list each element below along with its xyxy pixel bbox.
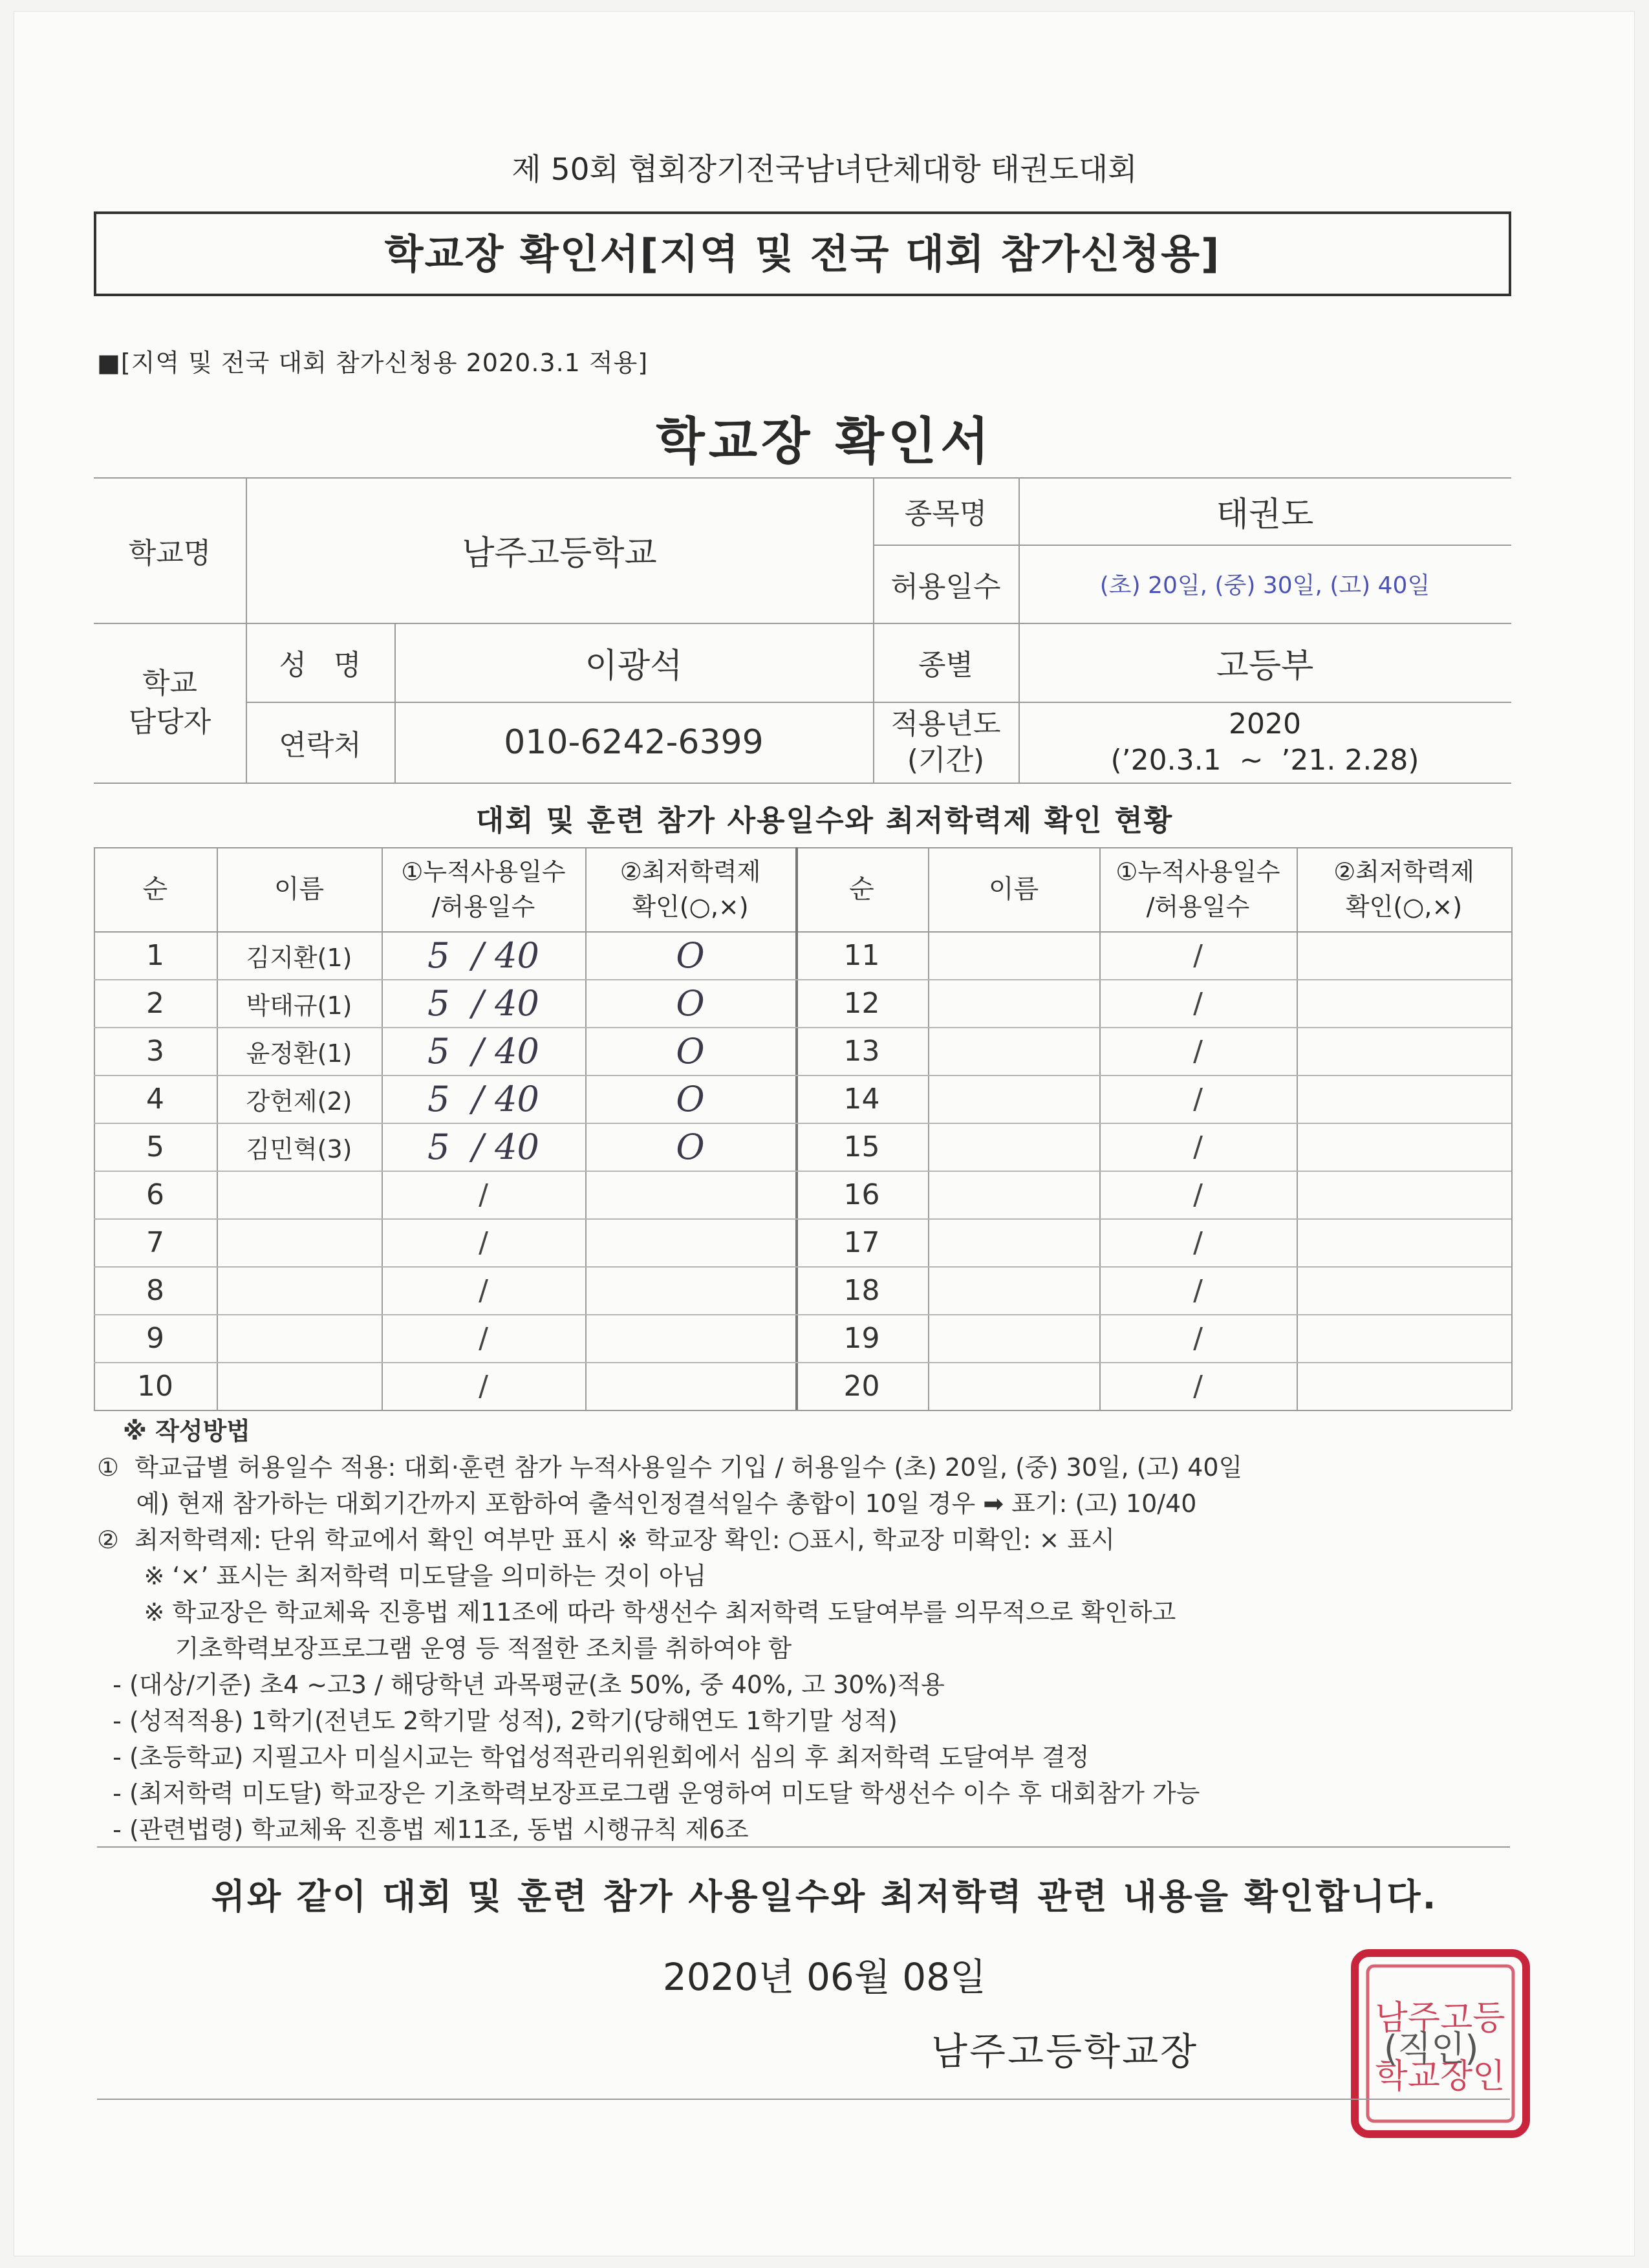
status-cell-no: 14: [843, 1082, 880, 1116]
status-cell-days: /: [479, 1369, 488, 1403]
status-cell-check: [1297, 1171, 1511, 1218]
status-cell-check: [1297, 1314, 1511, 1362]
status-cell-no: 3: [146, 1034, 164, 1068]
document-title-box: 학교장 확인서[지역 및 전국 대회 참가신청용]: [94, 211, 1511, 296]
status-cell-no: 1: [146, 938, 164, 972]
col-days-header-line2: /허용일수: [431, 892, 535, 921]
status-cell-days: /: [1193, 1082, 1203, 1116]
instruction-line: ※ ‘×’ 표시는 최저학력 미도달을 의미하는 것이 아님: [97, 1562, 707, 1590]
status-cell-days: /: [479, 1273, 488, 1307]
year-label: [873, 702, 1018, 783]
status-cell-no: 2: [146, 986, 164, 1020]
status-column-divider: [1511, 847, 1513, 1410]
name-label: 성 명: [279, 649, 361, 682]
school-value: 남주고등학교: [462, 534, 657, 573]
seal-lettering: 남주고등 학교장인: [1375, 1999, 1505, 2096]
status-cell-check: O: [676, 934, 705, 976]
status-cell-no: 19: [843, 1321, 880, 1355]
year-value-line1: 2020: [1229, 707, 1301, 740]
instructions: [97, 1413, 1520, 1848]
status-cell-check: [1297, 979, 1511, 1027]
status-cell-name: [928, 1123, 1099, 1171]
instruction-line: 기초학력보장프로그램 운영 등 적절한 조치를 취하여야 함: [97, 1634, 792, 1663]
status-cell-name: [928, 979, 1099, 1027]
info-border-bottom: [94, 783, 1511, 784]
status-cell-days: /: [479, 1178, 488, 1211]
status-cell-name: [928, 1171, 1099, 1218]
status-cell-name: [928, 931, 1099, 979]
col-days-header: [382, 847, 585, 931]
col-check-header-line2: 확인(○,×): [1345, 892, 1463, 921]
status-cell-no: 9: [146, 1321, 164, 1355]
manager-label-line2: 담당자: [128, 705, 211, 739]
instruction-line: - (초등학교) 지필고사 미실시교는 학업성적관리위원회에서 심의 후 최저학력 도달여부 결정: [97, 1743, 1090, 1771]
status-cell-no: 5: [146, 1130, 164, 1163]
status-cell-name: [217, 1362, 382, 1410]
status-cell-days: /: [1193, 1226, 1203, 1259]
status-cell-days: /: [479, 1226, 488, 1259]
status-cell-name: [217, 1218, 382, 1266]
col-check-header-line1: ②최저학력제: [1333, 858, 1474, 886]
status-cell-days: /: [1193, 1273, 1203, 1307]
col-check-header-line1: ②최저학력제: [620, 858, 761, 886]
status-cell-name: 박태규(1): [246, 991, 352, 1020]
document-date: 2020년 06월 08일: [662, 1955, 987, 1999]
division-value: 고등부: [1216, 646, 1314, 686]
status-cell-check: [1297, 1218, 1511, 1266]
manager-label-line1: 학교: [142, 666, 197, 700]
instruction-line: - (대상/기준) 초4 ~고3 / 해당학년 과목평균(초 50%, 중 40%, 고 30%)적용: [97, 1670, 945, 1699]
status-cell-check: [585, 1171, 795, 1218]
status-cell-name: [928, 1314, 1099, 1362]
col-no-header: 순: [849, 874, 874, 904]
col-no-header: 순: [142, 874, 168, 904]
status-cell-no: 16: [843, 1178, 880, 1211]
status-cell-no: 8: [146, 1273, 164, 1307]
col-name-header: 이름: [988, 874, 1039, 904]
status-cell-check: [1297, 1266, 1511, 1314]
status-cell-no: 20: [843, 1369, 880, 1403]
status-cell-no: 10: [137, 1369, 173, 1403]
main-title: 학교장 확인서: [656, 413, 993, 471]
status-cell-no: 18: [843, 1273, 880, 1307]
status-cell-name: [928, 1075, 1099, 1123]
status-cell-no: 17: [843, 1226, 880, 1259]
year-value: [1018, 702, 1511, 783]
instructions-lines: [97, 1449, 1520, 1848]
allowed-days-value: (초) 20일, (중) 30일, (고) 40일: [1099, 572, 1430, 599]
status-cell-check: [1297, 1123, 1511, 1171]
status-cell-check: [585, 1266, 795, 1314]
status-cell-no: 15: [843, 1130, 880, 1163]
status-section-title: 대회 및 훈련 참가 사용일수와 최저학력제 확인 현황: [475, 803, 1174, 837]
col-check-header: [585, 847, 795, 931]
status-cell-check: [1297, 1075, 1511, 1123]
status-cell-name: [217, 1266, 382, 1314]
status-cell-days: 5 / 40: [427, 934, 539, 976]
division-label: 종별: [918, 649, 973, 682]
status-cell-name: 윤정환(1): [246, 1039, 352, 1068]
status-cell-name: [928, 1362, 1099, 1410]
status-cell-name: [928, 1027, 1099, 1075]
event-value: 태권도: [1216, 495, 1314, 534]
status-cell-no: 13: [843, 1034, 880, 1068]
status-cell-days: /: [1193, 1130, 1203, 1163]
status-cell-check: [585, 1314, 795, 1362]
status-cell-check: [1297, 931, 1511, 979]
contact-label: 연락처: [279, 728, 361, 762]
status-cell-check: O: [676, 982, 705, 1024]
seal-note: (직인): [1384, 2028, 1479, 2069]
year-label-line2: (기간): [907, 743, 985, 777]
instruction-line: ① 학교급별 허용일수 적용: 대회·훈련 참가 누적사용일수 기입 / 허용일수 (초) 20일, (중) 30일, (고) 40일: [97, 1453, 1243, 1482]
status-cell-days: 5 / 40: [427, 982, 539, 1024]
instruction-line: 예) 현재 참가하는 대회기간까지 포함하여 출석인정결석일수 총합이 10일 경우 ➡ 표기: (고) 10/40: [97, 1489, 1197, 1518]
footer-separator: [97, 2099, 1510, 2100]
status-cell-days: 5 / 40: [427, 1030, 539, 1072]
status-cell-days: /: [479, 1321, 488, 1355]
instructions-heading: ※ 작성방법: [123, 1417, 251, 1445]
contact-value: 010-6242-6399: [504, 722, 764, 762]
status-cell-check: O: [676, 1126, 705, 1167]
status-cell-check: O: [676, 1078, 705, 1119]
status-cell-check: [585, 1362, 795, 1410]
status-cell-check: [585, 1218, 795, 1266]
col-days-header-line2: /허용일수: [1146, 892, 1250, 921]
name-value: 이광석: [585, 646, 683, 686]
status-cell-days: 5 / 40: [427, 1126, 539, 1167]
col-days-header-line1: ①누적사용일수: [1116, 858, 1280, 886]
form-subheading: ■[지역 및 전국 대회 참가신청용 2020.3.1 적용]: [97, 349, 649, 377]
confirmation-statement: 위와 같이 대회 및 훈련 참가 사용일수와 최저학력 관련 내용을 확인합니다.: [211, 1876, 1438, 1917]
col-check-header: [1297, 847, 1511, 931]
col-days-header: [1099, 847, 1297, 931]
manager-label: [94, 623, 246, 783]
status-cell-name: [928, 1266, 1099, 1314]
status-cell-name: 김민혁(3): [246, 1134, 352, 1163]
principal-name: 남주고등학교장: [931, 2029, 1199, 2073]
status-cell-days: /: [1193, 1369, 1203, 1403]
status-cell-name: [928, 1218, 1099, 1266]
status-cell-check: [1297, 1027, 1511, 1075]
col-name-header: 이름: [274, 874, 325, 904]
status-cell-days: /: [1193, 1034, 1203, 1068]
status-cell-days: /: [1193, 1321, 1203, 1355]
notes-separator: [97, 1846, 1510, 1848]
year-label-line1: 적용년도: [890, 707, 1001, 740]
status-cell-name: [217, 1314, 382, 1362]
year-value-line2: (’20.3.1 ~ ’21. 2.28): [1110, 743, 1419, 777]
status-cell-days: /: [1193, 986, 1203, 1020]
status-cell-no: 4: [146, 1082, 164, 1116]
school-label: 학교명: [128, 536, 211, 570]
status-cell-name: 강헌제(2): [246, 1086, 352, 1116]
status-cell-no: 7: [146, 1226, 164, 1259]
instruction-line: ② 최저학력제: 단위 학교에서 확인 여부만 표시 ※ 학교장 확인: ○표시, 학교장 미확인: × 표시: [97, 1526, 1115, 1554]
instruction-line: - (성적적용) 1학기(전년도 2학기말 성적), 2학기(당해연도 1학기말 성적): [97, 1707, 898, 1735]
allowed-days-label: 허용일수: [890, 570, 1001, 603]
col-days-header-line1: ①누적사용일수: [401, 858, 566, 886]
status-cell-name: [217, 1171, 382, 1218]
event-label: 종목명: [904, 497, 987, 530]
status-cell-name: 김지환(1): [246, 943, 352, 972]
event-title: 제 50회 협회장기전국남녀단체대항 태권도대회: [512, 152, 1137, 188]
status-cell-days: 5 / 40: [427, 1078, 539, 1119]
status-cell-check: [1297, 1362, 1511, 1410]
status-cell-days: /: [1193, 938, 1203, 972]
col-check-header-line2: 확인(○,×): [632, 892, 749, 921]
status-border-bottom: [94, 1410, 1511, 1411]
status-cell-check: O: [676, 1030, 705, 1072]
status-cell-no: 12: [843, 986, 880, 1020]
status-cell-days: /: [1193, 1178, 1203, 1211]
instruction-line: ※ 학교장은 학교체육 진흥법 제11조에 따라 학생선수 최저학력 도달여부를 의무적으로 확인하고: [97, 1598, 1176, 1626]
status-cell-no: 6: [146, 1178, 164, 1211]
instruction-line: - (관련법령) 학교체육 진흥법 제11조, 동법 시행규칙 제6조: [97, 1815, 749, 1844]
instruction-line: - (최저학력 미도달) 학교장은 기초학력보장프로그램 운영하여 미도달 학생선수 이수 후 대회참가 가능: [97, 1779, 1200, 1808]
status-cell-no: 11: [843, 938, 880, 972]
